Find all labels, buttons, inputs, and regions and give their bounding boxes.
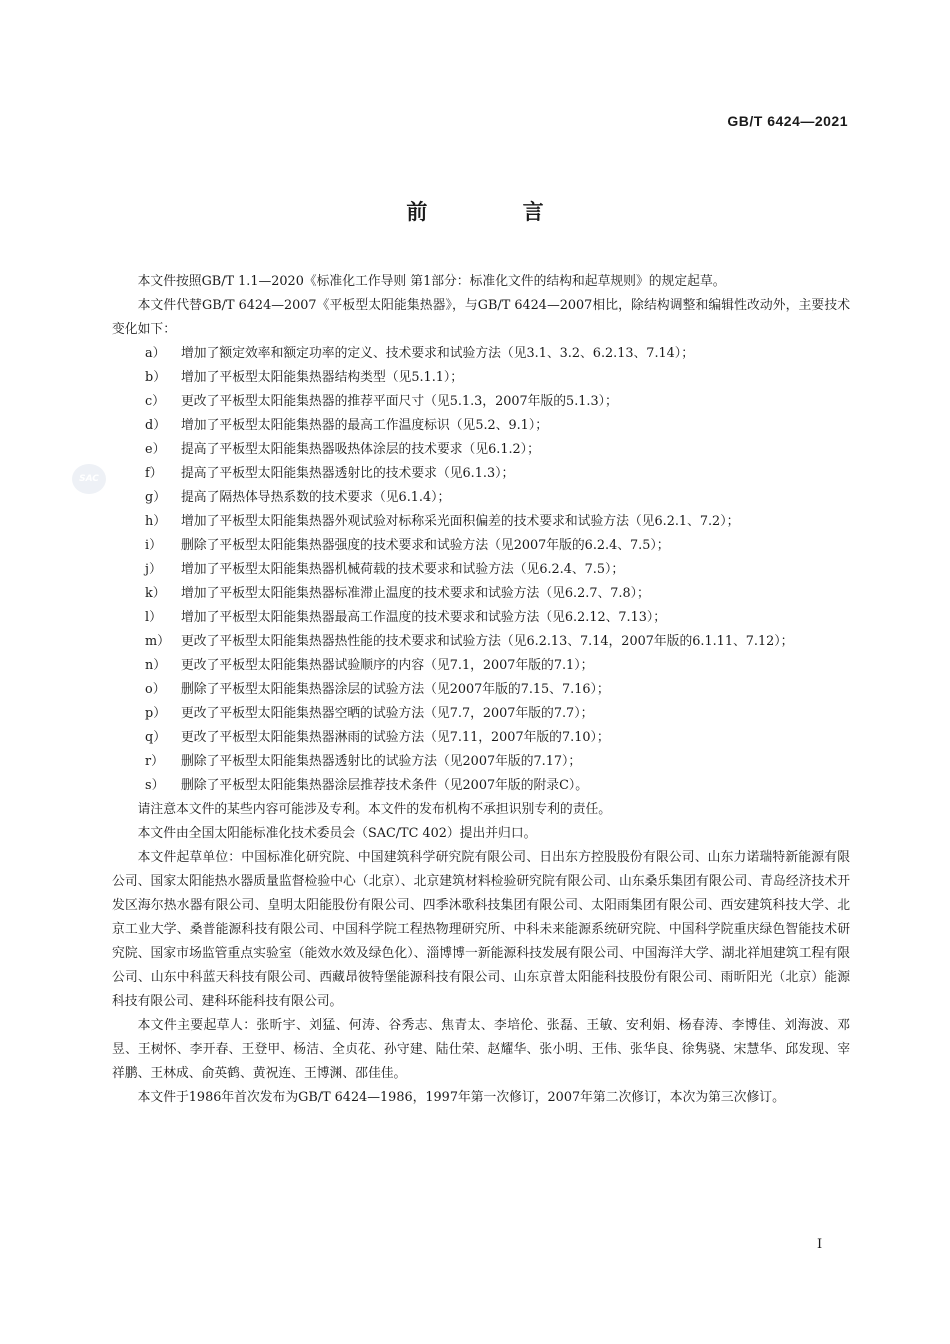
list-item-text: 更改了平板型太阳能集热器的推荐平面尺寸（见5.1.3，2007年版的5.1.3）；: [181, 394, 618, 409]
list-item: [112, 438, 850, 462]
paragraph-drafting-rules: 本文件按照GB/T 1.1—2020《标准化工作导则 第1部分：标准化文件的结构和起草规则》的规定起草。: [137, 274, 726, 289]
list-item: [112, 390, 850, 414]
list-item-label: l）: [145, 610, 162, 625]
list-item-text: 提高了平板型太阳能集热器吸热体涂层的技术要求（见6.1.2）；: [181, 442, 540, 457]
list-item: [112, 414, 850, 438]
list-item: [112, 486, 850, 510]
list-item-text: 更改了平板型太阳能集热器空晒的试验方法（见7.7，2007年版的7.7）；: [181, 706, 594, 721]
list-item-label: s）: [145, 778, 165, 793]
list-item: [112, 366, 850, 390]
list-item-label: i）: [145, 538, 162, 553]
list-item-text: 提高了平板型太阳能集热器透射比的技术要求（见6.1.3）；: [181, 466, 515, 481]
list-item-text: 删除了平板型太阳能集热器涂层的试验方法（见2007年版的7.15、7.16）；: [181, 682, 610, 697]
list-item-text: 更改了平板型太阳能集热器热性能的技术要求和试验方法（见6.2.13、7.14，2007年版的6.1.11、7.12）；: [181, 634, 794, 649]
foreword-body: [112, 270, 850, 1110]
list-item-text: 增加了额定效率和额定功率的定义、技术要求和试验方法（见3.1、3.2、6.2.13、7.14）；: [181, 346, 694, 361]
list-item: [112, 606, 850, 630]
sac-watermark-logo: SAC: [72, 464, 106, 494]
list-item: [112, 630, 850, 654]
paragraph-proposer: 本文件由全国太阳能标准化技术委员会（SAC/TC 402）提出并归口。: [137, 826, 537, 841]
list-item: [112, 654, 850, 678]
list-item-label: p）: [145, 706, 166, 721]
standard-code: GB/T 6424—2021: [727, 113, 848, 129]
list-item-label: f）: [145, 466, 163, 481]
list-item-text: 提高了隔热体导热系数的技术要求（见6.1.4）；: [181, 490, 451, 505]
list-item-label: n）: [145, 658, 167, 673]
list-item-text: 增加了平板型太阳能集热器标准滞止温度的技术要求和试验方法（见6.2.7、7.8）；: [181, 586, 650, 601]
list-item: [112, 678, 850, 702]
list-item-text: 增加了平板型太阳能集热器机械荷载的技术要求和试验方法（见6.2.4、7.5）；: [181, 562, 625, 577]
paragraph-drafters: 本文件主要起草人：张昕宇、刘猛、何涛、谷秀志、焦青太、李培伦、张磊、王敏、安利娟、杨春涛、李博佳、刘海波、邓昱、王树怀、李开春、王登甲、杨洁、全贞花、孙守建、陆仕荣、赵耀华、张小明、王伟、张华良、徐隽骁、宋慧华、邱发现、宰祥鹏、王林成、俞英鹤、黄祝连、王博渊、邵佳佳。: [112, 1018, 850, 1081]
list-item: [112, 726, 850, 750]
list-item-label: h）: [145, 514, 167, 529]
list-item-label: e）: [145, 442, 166, 457]
list-item: [112, 774, 850, 798]
list-item: [112, 510, 850, 534]
paragraph-patent-notice: 请注意本文件的某些内容可能涉及专利。本文件的发布机构不承担识别专利的责任。: [137, 802, 612, 817]
list-item-text: 删除了平板型太阳能集热器涂层推荐技术条件（见2007年版的附录C）。: [181, 778, 589, 793]
list-item-text: 增加了平板型太阳能集热器的最高工作温度标识（见5.2、9.1）；: [181, 418, 549, 433]
paragraph-history: 本文件于1986年首次发布为GB/T 6424—1986，1997年第一次修订，2007年第二次修订，本次为第三次修订。: [137, 1090, 785, 1105]
list-item-label: c）: [145, 394, 165, 409]
list-item-text: 删除了平板型太阳能集热器强度的技术要求和试验方法（见2007年版的6.2.4、7.5）；: [181, 538, 670, 553]
list-item-label: b）: [145, 370, 166, 385]
paragraph-drafting-units: 本文件起草单位：中国标准化研究院、中国建筑科学研究院有限公司、日出东方控股股份有限公司、山东力诺瑞特新能源有限公司、国家太阳能热水器质量监督检验中心（北京）、北京建筑材料检验研究院有限公司、山东桑乐集团有限公司、青岛经济技术开发区海尔热水器有限公司、皇明太阳能股份有限公司、四季沐歌科技集团有限公司、太阳雨集团有限公司、西安建筑科技大学、北京工业大学、桑普能源科技有限公司、中国科学院工程热物理研究所、中科未来能源系统研究院、中国科学院重庆绿色智能技术研究院、国家市场监管重点实验室（能效水效及绿色化）、淄博博一新能源科技发展有限公司、中国海洋大学、湖北祥旭建筑工程有限公司、山东中科蓝天科技有限公司、西藏昂彼特堡能源科技有限公司、山东京普太阳能科技股份有限公司、雨昕阳光（北京）能源科技有限公司、建科环能科技有限公司。: [112, 850, 850, 1009]
list-item-label: a）: [145, 346, 166, 361]
list-item-label: d）: [145, 418, 166, 433]
list-item: [112, 462, 850, 486]
list-item-text: 增加了平板型太阳能集热器最高工作温度的技术要求和试验方法（见6.2.12、7.13）；: [181, 610, 667, 625]
list-item-label: j）: [145, 562, 162, 577]
list-item-label: k）: [145, 586, 166, 601]
list-item-label: q）: [145, 730, 166, 745]
list-item: [112, 558, 850, 582]
list-item: [112, 750, 850, 774]
list-item-text: 更改了平板型太阳能集热器试验顺序的内容（见7.1，2007年版的7.1）；: [181, 658, 594, 673]
paragraph-replaces: 本文件代替GB/T 6424—2007《平板型太阳能集热器》，与GB/T 6424—2007相比，除结构调整和编辑性改动外，主要技术变化如下：: [112, 298, 850, 337]
list-item: [112, 582, 850, 606]
list-item-label: g）: [145, 490, 166, 505]
list-item: [112, 534, 850, 558]
list-item: [112, 702, 850, 726]
page-number: I: [817, 1237, 823, 1252]
page-title: 前 言: [406, 200, 588, 224]
list-item-label: r）: [145, 754, 164, 769]
list-item-text: 更改了平板型太阳能集热器淋雨的试验方法（见7.11，2007年版的7.10）；: [181, 730, 610, 745]
list-item-text: 增加了平板型太阳能集热器结构类型（见5.1.1）；: [181, 370, 464, 385]
list-item-label: m）: [145, 634, 170, 649]
list-item-label: o）: [145, 682, 166, 697]
list-item-text: 增加了平板型太阳能集热器外观试验对标称采光面积偏差的技术要求和试验方法（见6.2.1、7.2）；: [181, 514, 740, 529]
list-item-text: 删除了平板型太阳能集热器透射比的试验方法（见2007年版的7.17）；: [181, 754, 582, 769]
changes-list: [112, 342, 850, 798]
list-item: [112, 342, 850, 366]
